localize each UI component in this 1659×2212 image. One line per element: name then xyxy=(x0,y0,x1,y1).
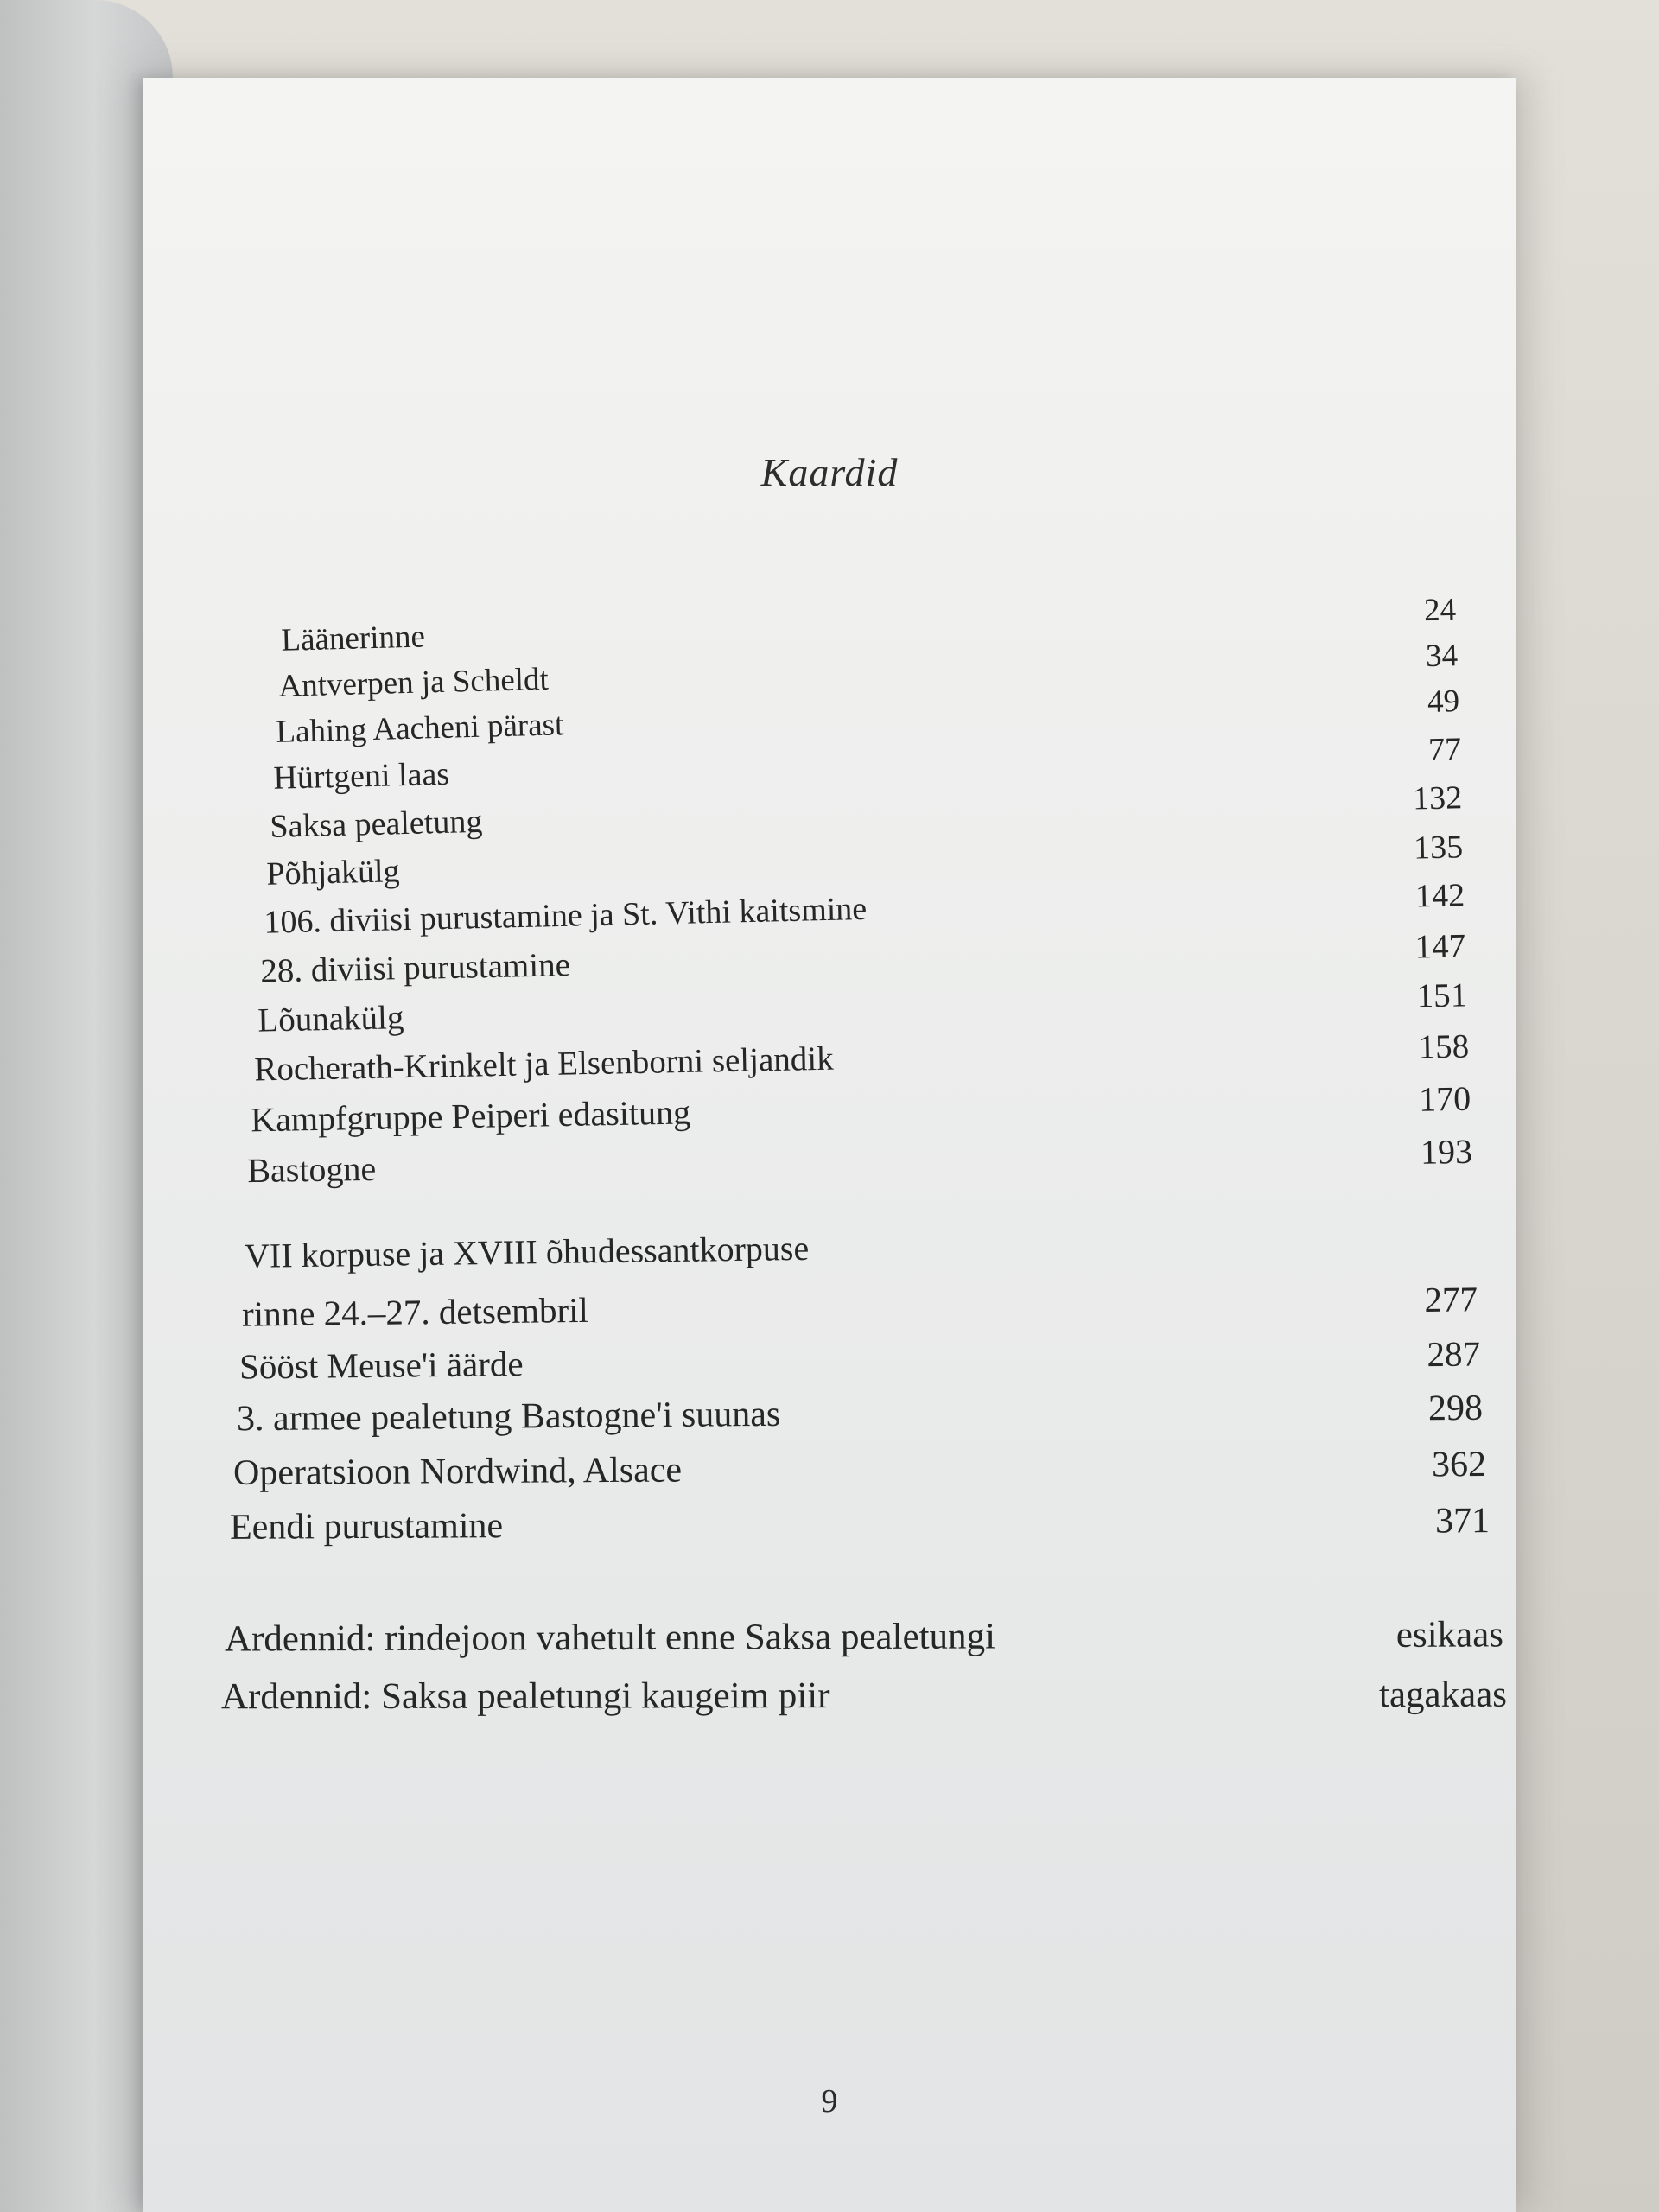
toc-entry xyxy=(245,1218,1476,1276)
toc-entry-label: Rocherath-Krinkelt ja Elsenborni seljandik xyxy=(253,1039,835,1089)
toc-entry-page: 151 xyxy=(1416,976,1468,1015)
book-page xyxy=(143,78,1516,2212)
toc-entry xyxy=(230,1493,1490,1548)
endpaper-entry-label: Ardennid: Saksa pealetungi kaugeim piir xyxy=(220,1675,830,1718)
toc-entry-page: 142 xyxy=(1414,877,1465,915)
toc-entry-label: Antverpen ja Scheldt xyxy=(277,661,550,704)
toc-entry xyxy=(233,1437,1486,1494)
toc-entry-label: Saksa pealetung xyxy=(269,803,483,845)
toc-entry-label: Läänerinne xyxy=(280,619,426,658)
toc-entry-label: Lahing Aacheni pärast xyxy=(275,707,564,750)
toc-entry-page: 135 xyxy=(1413,829,1464,867)
toc-entry-label: Hürtgeni laas xyxy=(272,755,450,797)
endpaper-entry xyxy=(225,1613,1503,1660)
toc-entry xyxy=(239,1325,1481,1387)
toc-entry-page: 132 xyxy=(1412,779,1463,817)
toc-entry-page: 298 xyxy=(1427,1388,1484,1429)
page-title: Kaardid xyxy=(760,450,899,494)
toc-entry-label: Bastogne xyxy=(246,1148,377,1191)
toc-entry-label: 106. diviisi purustamine ja St. Vithi kaitsmine xyxy=(263,890,868,941)
toc-entry-page: 34 xyxy=(1425,638,1459,675)
toc-entry-page: 158 xyxy=(1418,1027,1470,1066)
toc-entry-label: 28. diviisi purustamine xyxy=(259,946,571,990)
endpaper-entry-label: Ardennid: rindejoon vahetult enne Saksa pealetungi xyxy=(224,1616,996,1660)
toc-entry-page: 147 xyxy=(1414,927,1466,966)
toc-entry-label: Põhjakülg xyxy=(265,853,400,893)
toc-entry-label: rinne 24.–27. detsembril xyxy=(241,1289,589,1334)
toc-entry-page: 277 xyxy=(1424,1279,1478,1320)
toc-entry-page: 193 xyxy=(1420,1131,1473,1172)
toc-entry-label: Kampfgruppe Peiperi edasitung xyxy=(250,1092,691,1140)
toc-entry-page: 287 xyxy=(1427,1333,1481,1375)
toc-entry xyxy=(242,1271,1478,1334)
toc-entry-label: Eendi purustamine xyxy=(229,1506,504,1548)
endpaper-entry-location: tagakaas xyxy=(1378,1674,1508,1715)
endpaper-entry-location: esikaas xyxy=(1395,1614,1504,1656)
toc-entry-label: 3. armee pealetung Bastogne'i suunas xyxy=(236,1394,781,1440)
toc-entry-label: Sööst Meuse'i äärde xyxy=(238,1344,524,1387)
toc-entry-page: 24 xyxy=(1423,592,1457,629)
toc-entry-page: 49 xyxy=(1427,683,1460,721)
toc-entry xyxy=(237,1381,1483,1440)
page-number: 9 xyxy=(821,2083,838,2120)
endpaper-entry xyxy=(221,1674,1507,1719)
toc-entry-page: 77 xyxy=(1427,731,1462,769)
toc-entry-label: Operatsioon Nordwind, Alsace xyxy=(232,1450,683,1494)
toc-entry-page: 362 xyxy=(1431,1444,1487,1485)
toc-entry-page: 371 xyxy=(1434,1501,1491,1541)
toc-entry-label: Lõunakülg xyxy=(257,999,404,1039)
toc-entry-page: 170 xyxy=(1418,1078,1471,1119)
toc-entry-label: VII korpuse ja XVIII õhudessantkorpuse xyxy=(244,1228,810,1275)
